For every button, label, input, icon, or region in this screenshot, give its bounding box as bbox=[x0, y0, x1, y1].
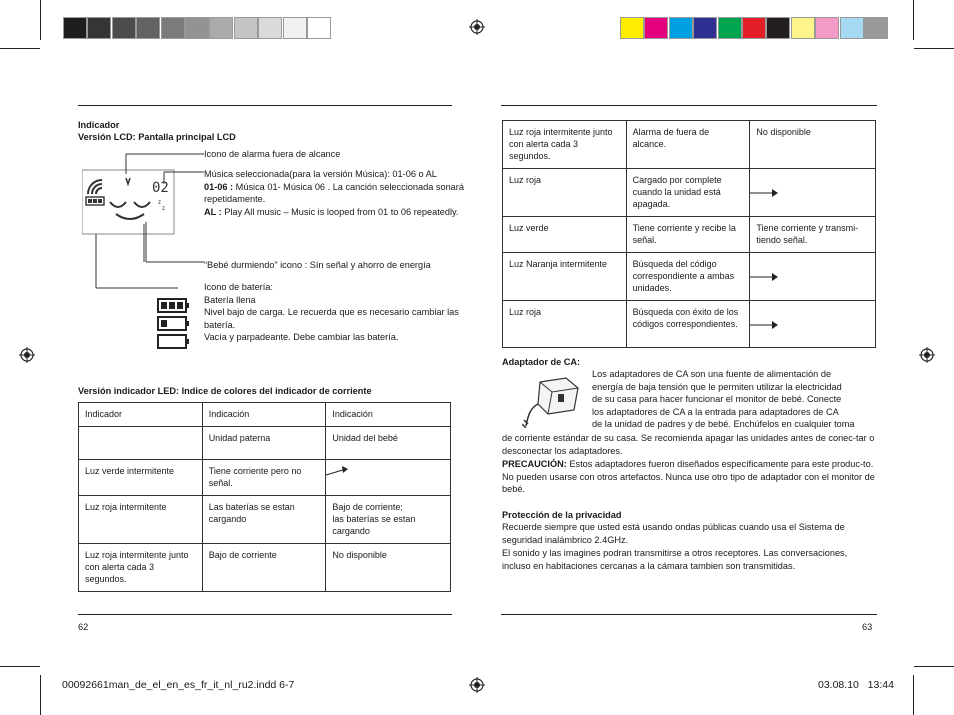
section-subheading: Versión LCD: Pantalla principal LCD bbox=[78, 132, 236, 142]
battery-low-text: Nivel bajo de carga. Le recuerda que es necesario cambiar las batería. bbox=[204, 307, 459, 330]
music-callout bbox=[204, 168, 474, 218]
adapter-line: Los adaptadores de CA son una fuente de alimentación de bbox=[592, 369, 832, 379]
arrow-right-icon bbox=[750, 187, 780, 199]
registration-mark-icon bbox=[469, 19, 485, 35]
led-table-right bbox=[502, 120, 876, 348]
color-swatch bbox=[185, 17, 209, 39]
slug-time-value: 13:44 bbox=[867, 679, 894, 691]
sleep-callout: “Bebé durmiendo” icono : Sín señal y ahorro de energía bbox=[204, 260, 431, 270]
table-cell: No disponible bbox=[750, 121, 876, 169]
table-cell: Búsqueda con éxito de los códigos correspondientes. bbox=[626, 301, 750, 348]
arrow-right-icon bbox=[750, 319, 780, 331]
table-cell: Luz Naranja intermitente bbox=[503, 253, 627, 301]
table-cell: Búsqueda del código correspondiente a ambas unidades. bbox=[626, 253, 750, 301]
table-header: Indicación bbox=[326, 403, 451, 427]
caution-label: PRECAUCIÓN: bbox=[502, 459, 567, 469]
caution-paragraph bbox=[502, 458, 876, 496]
adapter-intro bbox=[592, 368, 882, 431]
table-cell: Unidad del bebé bbox=[326, 427, 451, 460]
table-cell: Unidad paterna bbox=[202, 427, 326, 460]
table-cell: Luz roja bbox=[503, 169, 627, 217]
music-0106-label: 01-06 : bbox=[204, 181, 234, 192]
table-cell: Tiene corriente y transmi- tiendo señal. bbox=[750, 217, 876, 253]
music-al-text: Play All music – Music is looped from 01 to 06 repeatedly. bbox=[221, 206, 459, 217]
adapter-line: de la unidad de padres y de bebé. Enchúfelos en cualquier toma bbox=[592, 419, 855, 430]
table-cell: Luz roja bbox=[503, 301, 627, 348]
table-cell: Luz roja intermitente bbox=[79, 496, 203, 544]
crop-mark bbox=[914, 666, 954, 667]
table-cell bbox=[750, 253, 876, 301]
color-swatch bbox=[136, 17, 160, 39]
crop-mark bbox=[913, 0, 914, 40]
privacy-paragraph-2: El sonido y las imagines podran transmitirse a otros receptores. Las conversaciones, incluso en habitaciones cercanas a la cámara tambien son transmitidas. bbox=[502, 548, 848, 571]
file-slug: 00092661man_de_el_en_es_fr_it_nl_ru2.indd 6-7 bbox=[62, 679, 295, 691]
privacy-heading: Protección de la privacidad bbox=[502, 510, 622, 520]
ac-adapter-icon bbox=[522, 374, 584, 428]
color-swatch bbox=[63, 17, 87, 39]
table-cell bbox=[79, 427, 203, 460]
led-heading: Versión indicador LED: Indice de colores del indicador de corriente bbox=[78, 386, 372, 396]
adapter-line: energía de baja tensión que le permiten utilizar la electricidad bbox=[592, 381, 842, 392]
crop-mark bbox=[40, 0, 41, 40]
svg-text:z: z bbox=[158, 200, 161, 206]
table-cell bbox=[750, 301, 876, 348]
table-header: Indicación bbox=[202, 403, 326, 427]
crop-mark bbox=[914, 48, 954, 49]
color-swatch bbox=[840, 17, 864, 39]
table-cell: Tiene corriente pero no señal. bbox=[202, 460, 326, 496]
footer-rule bbox=[78, 614, 452, 615]
music-0106-text: Música 01- Música 06 . La canción seleccionada sonará repetidamente. bbox=[204, 181, 464, 205]
table-header: Indicador bbox=[79, 403, 203, 427]
color-swatch bbox=[644, 17, 668, 39]
battery-empty-text: Vacía y parpadeante. Debe cambiar las batería. bbox=[204, 332, 399, 343]
table-cell bbox=[326, 460, 451, 496]
slug-date bbox=[818, 679, 894, 691]
table-cell: Tiene corriente y recibe la señal. bbox=[626, 217, 750, 253]
color-swatch bbox=[864, 17, 888, 39]
color-swatch bbox=[307, 17, 331, 39]
color-swatch bbox=[283, 17, 307, 39]
slug-date-value: 03.08.10 bbox=[818, 679, 859, 691]
color-swatch bbox=[209, 17, 233, 39]
color-swatch bbox=[766, 17, 790, 39]
table-cell: Luz verde intermitente bbox=[79, 460, 203, 496]
alarm-callout: Icono de alarma fuera de alcance bbox=[204, 149, 341, 159]
arrow-right-icon bbox=[750, 271, 780, 283]
page-number: 62 bbox=[78, 622, 89, 632]
table-cell: Cargado por complete cuando la unidad está apagada. bbox=[626, 169, 750, 217]
color-swatch bbox=[87, 17, 111, 39]
color-swatch bbox=[234, 17, 258, 39]
header-rule bbox=[501, 105, 877, 106]
battery-callout bbox=[204, 281, 459, 344]
lcd-digits: 02 bbox=[152, 180, 169, 196]
color-swatch bbox=[669, 17, 693, 39]
battery-full-text: Batería llena bbox=[204, 294, 256, 305]
crop-mark bbox=[913, 675, 914, 715]
table-cell: Alarma de fuera de alcance. bbox=[626, 121, 750, 169]
section-heading: Indicador bbox=[78, 120, 120, 130]
arrow-right-icon bbox=[326, 466, 350, 476]
color-swatch bbox=[620, 17, 644, 39]
callout-lines bbox=[110, 150, 210, 270]
color-swatch bbox=[791, 17, 815, 39]
adapter-heading: Adaptador de CA: bbox=[502, 357, 581, 367]
table-cell: Luz roja intermitente junto con alerta cada 3 segundos. bbox=[79, 544, 203, 592]
color-swatch bbox=[693, 17, 717, 39]
color-swatch bbox=[742, 17, 766, 39]
table-cell: Bajo de corriente; las baterías se estan cargando bbox=[326, 496, 451, 544]
led-table-left bbox=[78, 402, 451, 592]
header-rule bbox=[78, 105, 452, 106]
adapter-continued: de corriente estándar de su casa. Se recomienda apagar las unidades antes de conec-tar o desconectar los adaptadores. bbox=[502, 433, 875, 456]
caution-text: Estos adaptadores fueron diseñados específicamente para este produc-to. No pueden usarse con otros artefactos. Nunca use otro tipo de adaptador con el monitor de bebé. bbox=[502, 459, 875, 495]
music-callout-line: Música seleccionada(para la versión Música): 01-06 o AL bbox=[204, 169, 437, 179]
adapter-line: los adaptadores de CA a la entrada para adaptadores de CA bbox=[592, 406, 839, 417]
music-al-label: AL : bbox=[204, 206, 222, 217]
privacy-paragraph-1: Recuerde siempre que usted está usando ondas públicas cuando usa el Sistema de seguridad inalámbrico 2.4GHz. bbox=[502, 522, 845, 545]
battery-levels-icon bbox=[157, 296, 191, 352]
color-swatch bbox=[815, 17, 839, 39]
table-cell bbox=[750, 169, 876, 217]
color-swatch bbox=[258, 17, 282, 39]
svg-text:z: z bbox=[162, 206, 165, 212]
table-cell: Las baterías se estan cargando bbox=[202, 496, 326, 544]
adapter-line: de su casa para hacer funcionar el monitor de bebé. Conecte bbox=[592, 394, 842, 405]
registration-mark-icon bbox=[19, 347, 35, 363]
color-swatch bbox=[161, 17, 185, 39]
table-cell: Luz verde bbox=[503, 217, 627, 253]
registration-mark-icon bbox=[919, 347, 935, 363]
table-cell: Bajo de corriente bbox=[202, 544, 326, 592]
footer-rule bbox=[501, 614, 877, 615]
crop-mark bbox=[40, 675, 41, 715]
crop-mark bbox=[0, 48, 40, 49]
battery-callout-title: Icono de batería: bbox=[204, 282, 273, 292]
table-cell: Luz roja intermitente junto con alerta cada 3 segundos. bbox=[503, 121, 627, 169]
page-number: 63 bbox=[862, 622, 873, 632]
table-cell: No disponible bbox=[326, 544, 451, 592]
color-swatch bbox=[718, 17, 742, 39]
registration-mark-icon bbox=[469, 677, 485, 693]
crop-mark bbox=[0, 666, 40, 667]
color-swatch bbox=[112, 17, 136, 39]
